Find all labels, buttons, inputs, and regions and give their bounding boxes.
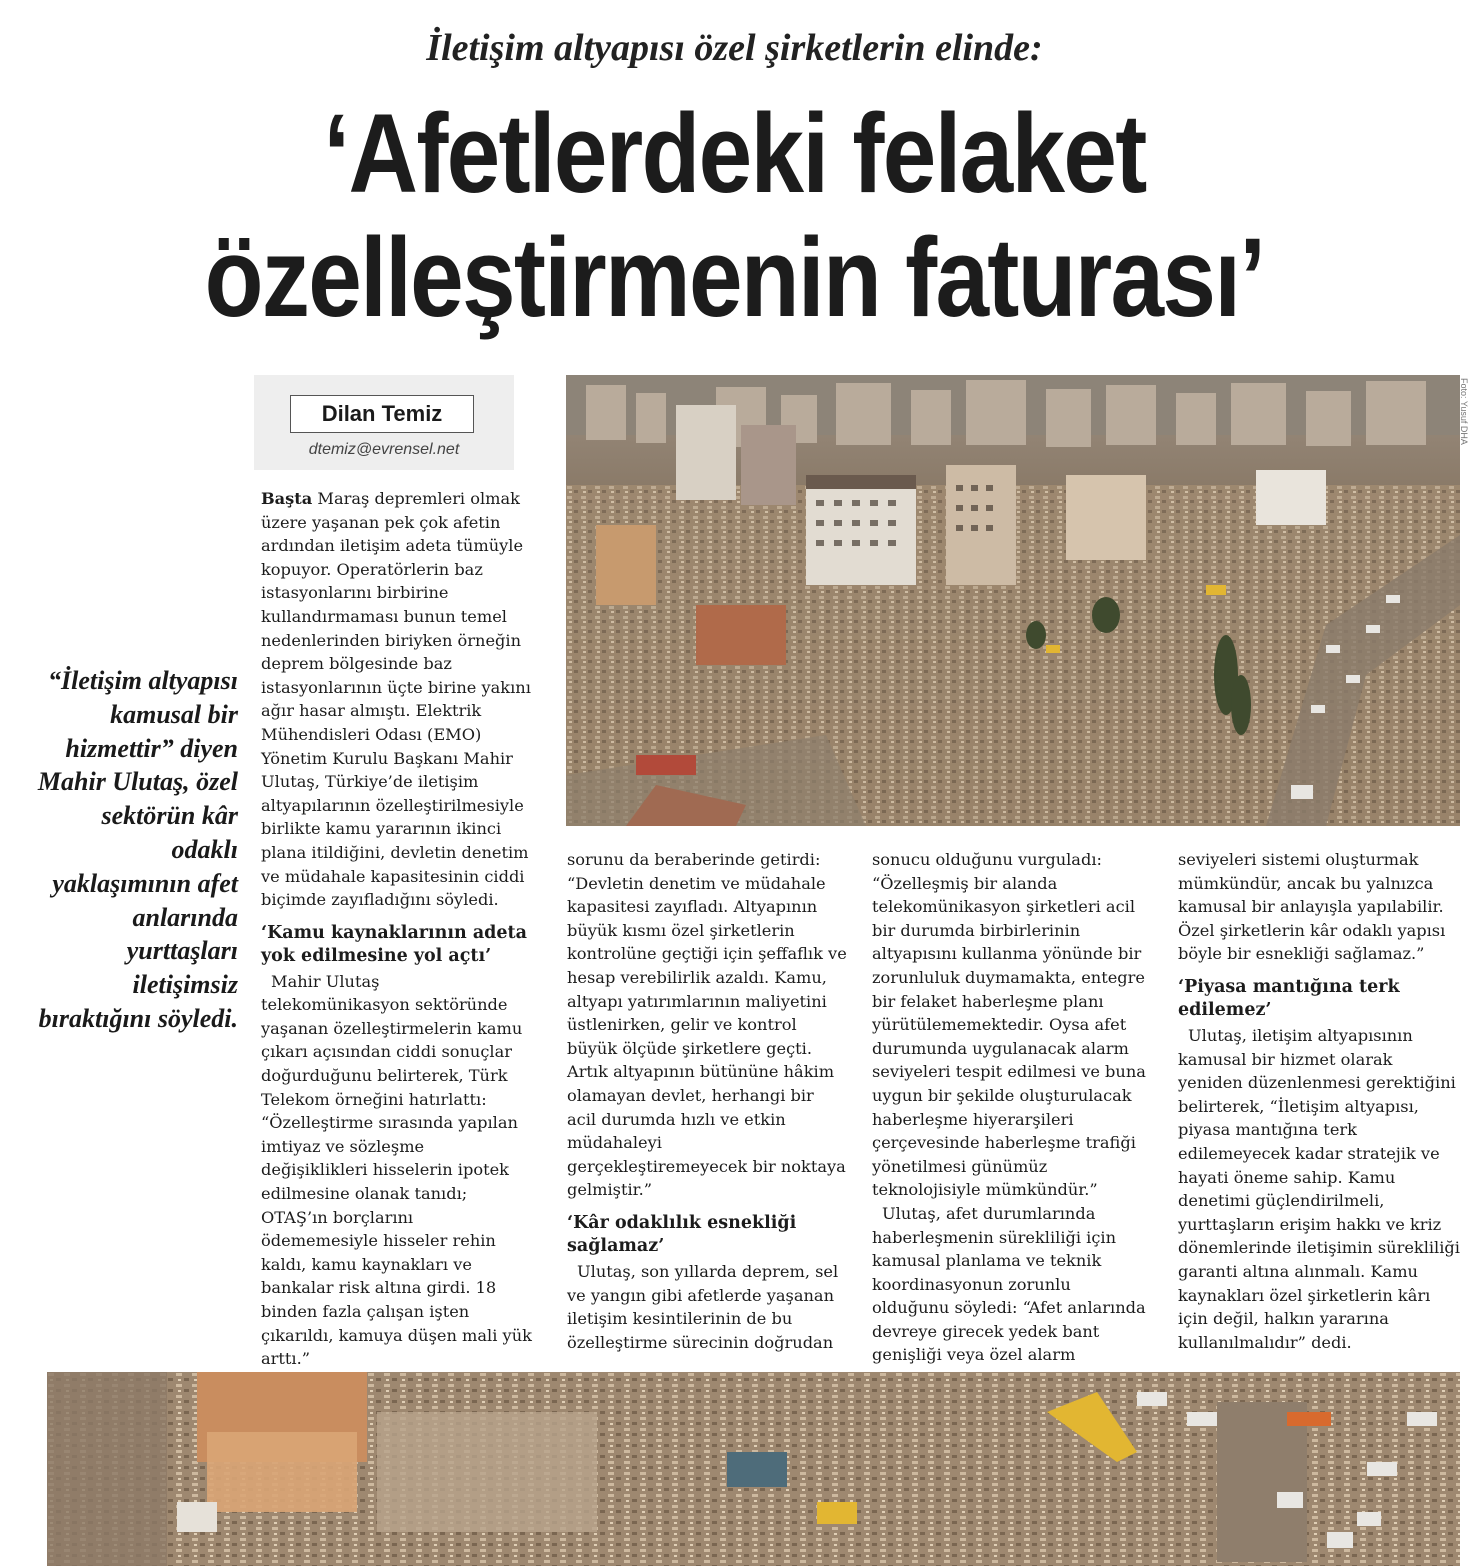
article-column-2 xyxy=(567,848,847,1354)
earthquake-rubble-photo xyxy=(47,1372,1460,1566)
photo-credit: Foto: Yusuf DHA xyxy=(1459,378,1469,445)
headline-line-2: özelleştirmenin faturası’ xyxy=(204,215,1265,340)
earthquake-aerial-photo xyxy=(566,375,1460,826)
paragraph: Ulutaş, son yıllarda deprem, sel ve yangın gibi afetlerde yaşanan iletişim kesintilerinin de bu özelleştirme sürecinin doğrudan xyxy=(567,1261,839,1352)
kicker: İletişim altyapısı özel şirketlerin elinde: xyxy=(426,27,1043,69)
pull-quote: “İletişim altyapısı kamusal bir hizmettir” diyen Mahir Ulutaş, özel sektörün kâr odaklı yaklaşımının afet anlarında yurttaşları iletişimsiz bıraktığını söyledi. xyxy=(37,666,238,1033)
subheading-kar-odaklilik: ‘Kâr odaklılık esnekliği sağlamaz’ xyxy=(567,1212,797,1256)
headline xyxy=(103,92,1366,340)
author-email[interactable]: dtemiz@evrensel.net xyxy=(308,441,460,458)
paragraph: sorunu da beraberinde getirdi: “Devletin denetim ve müdahale kapasitesi zayıfladı. Altyapının büyük kısmı özel şirketlerin kontrolüne geçtiği için şeffaflık ve hesap verebilirlik azaldı. Kamu, altyapı yatırımlarının maliyetini üstlenirken, gelir ve kontrol büyük ölçüde şirketlere geçti. Artık altyapının bütününe hâkim olamayan devlet, herhangi bir acil durumda hızlı ve etkin müdahaleyi gerçekleştiremeyecek bir noktaya gelmiştir.” xyxy=(567,850,847,1200)
article-column-4 xyxy=(1178,848,1460,1354)
subheading-kamu-kaynaklari: ‘Kamu kaynaklarının adeta yok edilmesine yol açtı’ xyxy=(261,922,527,966)
rubble-strip-illustration xyxy=(47,1372,1460,1566)
article-column-1 xyxy=(261,487,533,1442)
lead-bold-word: Başta xyxy=(261,489,313,508)
byline-box xyxy=(254,375,514,470)
lead-paragraph xyxy=(261,487,533,912)
article-column-3 xyxy=(872,848,1152,1367)
subheading-piyasa-mantigi: ‘Piyasa mantığına terk edilemez’ xyxy=(1178,976,1400,1020)
earthquake-aerial-illustration xyxy=(566,375,1460,826)
paragraph: Ulutaş, afet durumlarında haberleşmenin sürekliliği için kamusal planlama ve teknik koordinasyonun zorunlu olduğunu söyledi: “Afet anlarında devreye girecek yedek bant genişliği veya özel alarm xyxy=(872,1203,1146,1365)
paragraph: sonucu olduğunu vurguladı: “Özelleşmiş bir alanda telekomünikasyon şirketleri acil bir durumda birbirlerinin altyapısını kullanma yönünde bir zorunluluk duymamakta, entegre bir felaket haberleşme planı yürütülememektedir. Oysa afet durumunda uygulanacak alarm seviyeleri tespit edilmesi ve buna uygun bir şekilde oluşturulacak haberleşme hiyerarşileri çerçevesinde haberleşme trafiği yönetilmesi günümüz teknolojisiyle mümkündür.” xyxy=(872,850,1146,1200)
author-name: Dilan Temiz xyxy=(290,395,474,433)
paragraph: seviyeleri sistemi oluşturmak mümkündür, ancak bu yalnızca kamusal bir anlayışla yapılabilir. Özel şirketlerin kâr odaklı yapısı böyle bir esnekliği sağlamaz.” xyxy=(1178,850,1446,964)
lead-text: Maraş depremleri olmak üzere yaşanan pek çok afetin ardından iletişim adeta tümüyle kopuyor. Operatörlerin baz istasyonlarını birbirine kullandırmaması bunun temel nedenlerinden biriyken örneğin deprem bölgesinde baz istasyonlarının üçte birine yakını ağır hasar almıştı. Elektrik Mühendisleri Odası (EMO) Yönetim Kurulu Başkanı Mahir Ulutaş, Türkiye’de iletişim altyapılarının özelleştirilmesiyle birlikte kamu yararının ikinci plana itildiğini, devletin denetim ve müdahale kapasitesinin ciddi biçimde zayıfladığını söyledi. xyxy=(261,489,531,910)
paragraph: Mahir Ulutaş telekomünikasyon sektöründe yaşanan özelleştirmelerin kamu çıkarı açısından ciddi sonuçlar doğurduğunu belirterek, Türk Telekom örneğini hatırlattı: “Özelleştirme sırasında yapılan imtiyaz ve sözleşme değişiklikleri hisselerin ipotek edilmesine olanak tanıdı; OTAŞ’ın borçlarını ödememesiyle hisseler rehin kaldı, kamu kaynakları ve bankalar risk altına girdi. 18 binden fazla çalışan işten çıkarıldı, kamuya düşen mali yük arttı.” xyxy=(261,971,532,1369)
paragraph: Ulutaş, iletişim altyapısının kamusal bir hizmet olarak yeniden düzenlenmesi gerektiğini belirterek, “İletişim altyapısı, piyasa mantığına terk edilemeyecek kadar stratejik ve hayati öneme sahip. Kamu denetimi güçlendirilmeli, yurttaşların erişim hakkı ve kriz dönemlerinde iletişimin sürekliliği garanti altına alınmalı. Kamu kaynakları özel şirketlerin kârı için değil, halkın yararına kullanılmalıdır” dedi. xyxy=(1178,1025,1460,1352)
headline-line-1: ‘Afetlerdeki felaket xyxy=(323,91,1146,216)
